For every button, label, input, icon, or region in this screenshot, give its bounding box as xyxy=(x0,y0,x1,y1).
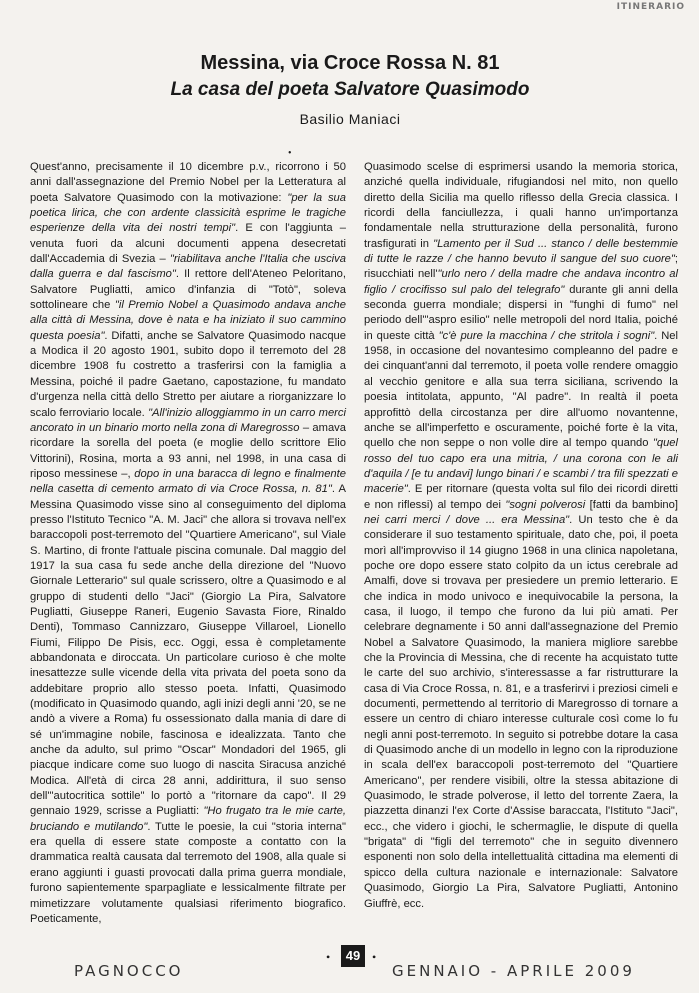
right-column xyxy=(364,160,678,912)
quote-run: "il Premio Nobel a Quasimodo andava anche alla città di Messina, dove è nata e ha iniziato il suo cammino questa poesia" xyxy=(30,299,346,342)
text-run: durante gli anni della seconda guerra mondiale; dispersi in "funghi di fumo" nel periodo dell'"aspro esilio" nelle metropoli del nord Italia, poiché in queste città xyxy=(364,283,678,342)
article-subtitle: La casa del poeta Salvatore Quasimodo xyxy=(170,79,530,100)
quote-run: "Ho frugato tra le mie carte, bruciando e mutilando" xyxy=(30,805,346,833)
handwritten-note-right: GENNAIO - APRILE 2009 xyxy=(392,962,635,980)
section-bullet: • xyxy=(288,148,292,159)
footer-dot-left: • xyxy=(326,950,331,964)
handwritten-note-left: PAGNOCCO xyxy=(74,962,184,980)
text-run: ; risucchiati nell' xyxy=(364,253,678,281)
text-run: . Difatti, anche se Salvatore Quasimodo nacque a Modica il 20 agosto 1901, subito dopo il terremoto del 28 dicembre 1908 fu costretto a trasferirsi con la famiglia a Messina, poiché il padre Gaetano, capostazione, fu mandato d'urgenza nella città dello Stretto per aiutare a riorganizzare lo scalo ferroviario locale. xyxy=(30,329,347,419)
text-run: Quest'anno, precisamente il 10 dicembre p.v., ricorrono i 50 anni dall'assegnazione del Premio Nobel per la Letteratura al poeta Salvatore Quasimodo con la motivazione: xyxy=(30,161,346,204)
quote-run: "per la sua poetica lirica, che con ardente classicità esprime le tragiche esperienze della vita dei nostri tempi" xyxy=(30,191,347,235)
text-run: [fatti da bambino] xyxy=(585,498,678,511)
quote-run: "quel rosso del tuo capo era una mitria, / una corona con le ali d'aquila / [e tu andavi] lungo binari / e scambi / tra fili spezzati e macerie" xyxy=(364,437,678,496)
quote-run: "riabilitava anche l'Italia che usciva dalla guerra e dal fascismo" xyxy=(30,253,346,281)
quote-run: "sogni polverosi xyxy=(505,498,586,511)
text-run: – amava ricordare la sorella del poeta (e moglie dello scrittore Elio Vittorini), Rosina, morta a 93 anni, nel 1998, in una casa di riposo messinese –, xyxy=(30,421,346,480)
quote-run: "urlo nero / della madre che andava incontro al figlio / crocifisso sul palo del telegrafo" xyxy=(364,268,678,296)
article-author: Basilio Maniaci xyxy=(299,111,401,127)
text-run: . E con l'aggiunta – venuta fuori da alcuni documenti appena desecretati dall'Accademia di Svezia – xyxy=(30,222,346,266)
text-run: . E per ritornare (questa volta sul filo dei ricordi diretti e non riflessi) al tempo dei xyxy=(364,483,678,511)
left-column xyxy=(30,160,346,927)
running-head: ITINERARIO xyxy=(616,2,685,12)
page-number: 49 xyxy=(341,945,365,967)
quote-run: "Lamento per il Sud ... stanco / delle bestemmie di tutte le razze / che hanno bevuto il sangue del suo cuore" xyxy=(364,237,678,266)
title-block xyxy=(140,52,560,127)
text-run: . Nel 1958, in occasione del novantesimo compleanno del padre e dei cinquant'anni dal terremoto, il poeta volle rendere omaggio al vecchio genitore e alla sua terra siciliana, scrivendo la poesia intitolata, appunto, "Al padre". In realtà il poeta approfittò della circostanza per dire all'uomo novantenne, anche se all'imperfetto e oscuramente, poiché forte è la vita, quello che non seppe o non volle dire al tempo quando xyxy=(364,329,678,450)
quote-run: "c'è pure la macchina / che stritola i sogni" xyxy=(438,329,655,342)
text-run: . Un testo che è da considerare il suo testamento spirituale, dato che, poi, il poeta morì all'improvviso il 14 giugno 1968 in una clinica napoletana, poche ore dopo essere stato colpito da un ictus cerebrale ad Amalfi, dove si trovava per presiedere un premio letterario. E che indica in modo univoco e inequivocabile la persona, la casa, il luogo, il tempo che furono da lui più amati. Per celebrare degnamente i 50 anni dall'assegnazione del Premio Nobel a Salvatore Quasimodo, la maniera migliore sarebbe che la Provincia di Messina, che di recente ha acquistato tutte le carte del suo archivio, s'interessasse a far ristrutturare la casa di Via Croce Rossa, n. 81, e a trasferirvi i preziosi cimeli e documenti, permettendo al territorio di Maregrosso di tornare a essere un centro di chiaro interesse culturale così come lo fu negli anni post-terremoto. In seguito si potrebbe dotare la casa di Quasimodo anche di un modello in legno con la riproduzione in scala dell'ex baraccopoli post-terremoto del "Quartiere Americano", per rendere visibili, oltre la stessa abitazione di Quasimodo, le strade polverose, il letto del torrente Zaera, la piazzetta dinanzi l'ex Corte d'Assise baraccata, l'Istituto "Jaci", ecc., che videro i giochi, le schermaglie, le dispute di quella "brigata" di "figli del terremoto" che in seguito divennero esponenti non solo della intellettualità cittadina ma elementi di spicco della cultura nazionale e internazionale: Salvatore Quasimodo, Giorgio La Pira, Salvatore Pugliatti, Antonino Giuffrè, ecc. xyxy=(364,513,678,910)
footer-dot-right: • xyxy=(372,950,377,964)
quote-run: nei carri merci / dove ... era Messina" xyxy=(364,513,570,526)
quote-run: "All'inizio alloggiammo in un carro merci ancorato in un binario morto nella zona di Maregrosso xyxy=(30,406,346,434)
left-column-text xyxy=(30,160,346,927)
text-run: . Tutte le poesie, la cui "storia interna" era quella di essere state composte a contatto con la drammatica realtà causata dal terremoto del 1908, alla quale si erano aggiunti i guasti provocati dalla prima guerra mondiale, furono sapientemente sparpagliate e lessicalmente filtrate per mimetizzare volutamente qualsiasi riferimento biografico. Poeticamente, xyxy=(30,820,346,925)
text-run: . A Messina Quasimodo visse sino al conseguimento del diploma presso l'Istituto Tecnico "A. M. Jaci" che allora si trovava nell'ex baraccopoli post-terremoto del "Quartiere Americano", sul Viale S. Martino, di fronte l'attuale piscina comunale. Dal maggio del 1917 la sua casa fu sede anche della direzione del "Nuovo Giornale Letterario" sul quale scrissero, oltre a Quasimodo e al gruppo di studenti dello "Jaci" (Giorgio La Pira, Salvatore Pugliatti, Giuseppe Raneri, Eugenio Savasta Fiore, Rinaldo Denti), Tommaso Cannizzaro, Giuseppe Villaroel, Lionello Fiumi, Filippo De Pisis, ecc. Oggi, essa è completamente abbandonata e diroccata. Un particolare curioso è che molte inesattezze sulle vicende della vita privata del poeta sono da addebitare proprio allo stesso poeta. Infatti, Quasimodo (modificato in Quasimodo quando, agli inizi degli anni '20, se ne andò a vivere a Roma) fu ossessionato dalla mania di dare di sé un'immagine nobile, fascinosa e idealizzata. Tanto che anche da adulto, sul primo "Oscar" Mondadori del 1965, gli piacque indicare come suo luogo di nascita Siracusa anziché Modica. All'età di circa 28 anni, addirittura, il suo senso dell'"autocritica sottile" lo portò a "ritornare da capo". Il 29 gennaio 1929, scrisse a Pugliatti: xyxy=(30,483,347,818)
article-title: Messina, via Croce Rossa N. 81 xyxy=(200,52,500,74)
text-run: . Il rettore dell'Ateneo Peloritano, Salvatore Pugliatti, amico d'infanzia di "Totò", soleva sottolineare che xyxy=(30,268,347,312)
text-run: Quasimodo scelse di esprimersi usando la memoria storica, anziché quella individuale, rifugiandosi nel mito, non quello diretto della Sicilia ma quello riflesso della Grecia classica. I ricordi della fanciullezza, i quali hanno un'importanza fondamentale nella strutturazione della personalità, furono trasfigurati in xyxy=(364,161,678,250)
quote-run: dopo in una baracca di legno e finalmente nella casetta di cemento armato di via Croce Rossa, n. 81" xyxy=(30,467,346,496)
right-column-text xyxy=(364,160,678,912)
